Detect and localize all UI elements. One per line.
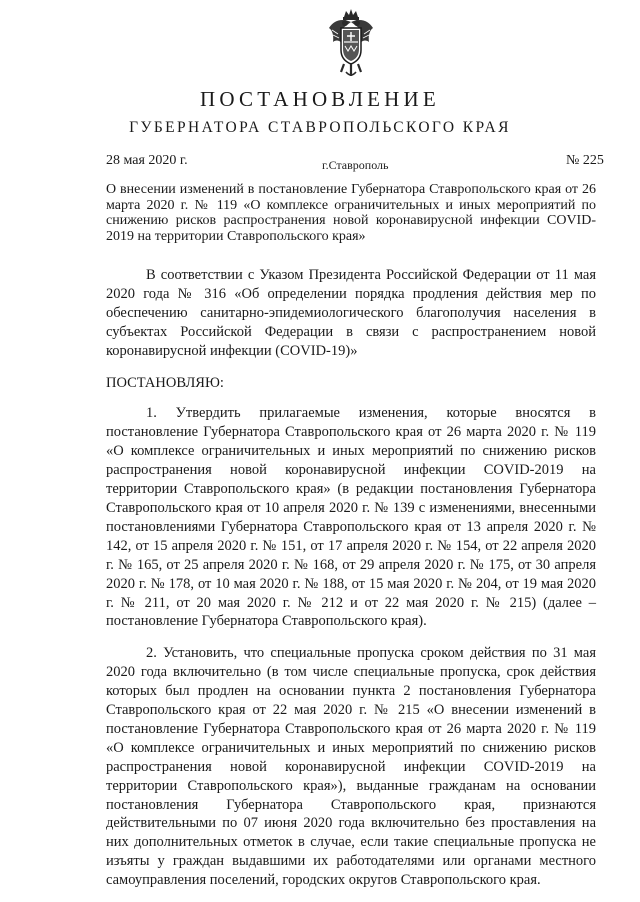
document-number: № 225	[566, 153, 604, 168]
paragraph-item-2: 2. Установить, что специальные пропуска сроком действия по 31 мая 2020 года включительно (в том числе специальные пропуска, срок действия которых был продлен на основании пункта 2 постановления Губернатора Ставропольского края от 22 мая 2020 г. № 215 «О внесении изменений в постановление Губернатора Ставропольского края от 26 марта 2020 г. № 119 «О комплексе ограничительных и иных мероприятий по снижению рисков распространения новой коронавирусной инфекции COVID-2019 на территории Ставропольского края»), выданные гражданам на основании постановления Губернатора Ставропольского края, признаются действительными по 07 июня 2020 года включительно без проставления на них дополнительных отметок в случае, если такие специальные пропуска не изъяты у граждан выдавшими их работодателями или органами местного самоуправления поселений, городских округов Ставропольского края.	[106, 645, 596, 889]
preamble-paragraph: В соответствии с Указом Президента Российской Федерации от 11 мая 2020 года № 316 «Об определении порядка продления действия мер по обеспечению санитарно-эпидемиологического благополучия населения в субъектах Российской Федерации в связи с распространением новой коронавирусной инфекции (COVID-19)»	[106, 267, 596, 359]
document-place: г.Ставрополь	[322, 158, 389, 172]
coat-of-arms-emblem	[326, 8, 376, 80]
paragraph-item-1: 1. Утвердить прилагаемые изменения, которые вносятся в постановление Губернатора Ставропольского края от 26 марта 2020 г. № 119 «О комплексе ограничительных и иных мероприятий по снижению рисков распространения новой коронавирусной инфекции COVID-2019 на территории Ставропольского края» (в редакции постановления Губернатора Ставропольского края от 10 апреля 2020 г. № 139 с изменениями, внесенными постановлениями Губернатора Ставропольского края от 13 апреля 2020 г. № 142, от 15 апреля 2020 г. № 151, от 17 апреля 2020 г. № 154, от 22 апреля 2020 г. № 165, от 25 апреля 2020 г. № 168, от 29 апреля 2020 г. № 175, от 30 апреля 2020 г. № 178, от 10 мая 2020 г. № 188, от 15 мая 2020 г. № 204, от 19 мая 2020 г. № 211, от 20 мая 2020 г. № 212 и от 22 мая 2020 г. № 215) (далее – постановление Губернатора Ставропольского края).	[106, 405, 596, 630]
document-issuer: ГУБЕРНАТОРА СТАВРОПОЛЬСКОГО КРАЯ	[129, 119, 511, 136]
document-date: 28 мая 2020 г.	[106, 153, 188, 168]
document-subject: О внесении изменений в постановление Губернатора Ставропольского края от 26 марта 2020 г. № 119 «О комплексе ограничительных и иных мероприятий по снижению рисков распространения новой коронавирусной инфекции COVID-2019 на территории Ставропольского края»	[106, 182, 596, 244]
decree-heading: ПОСТАНОВЛЯЮ:	[106, 374, 224, 391]
document-title: ПОСТАНОВЛЕНИЕ	[200, 87, 440, 111]
document-body	[106, 266, 596, 890]
